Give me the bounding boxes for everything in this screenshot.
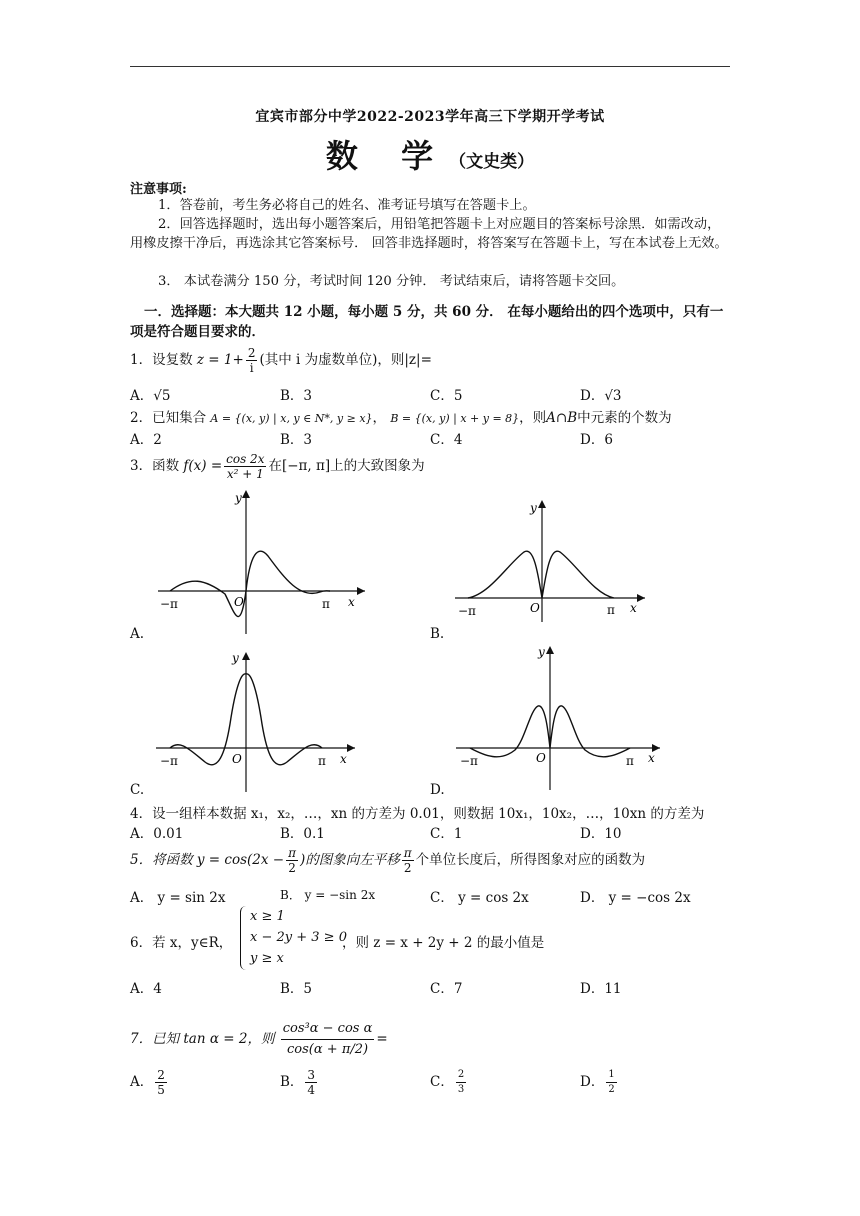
q4-option-d: D．10 — [580, 826, 622, 842]
q7-frac-den: cos(α + π/2) — [287, 1042, 369, 1057]
q7-prefix: 7．已知 tan α = 2，则 — [130, 1031, 275, 1047]
q7-option-c-letter: C． — [430, 1074, 454, 1090]
graph-d-y-label: y — [538, 645, 545, 659]
q7-option-a-den: 5 — [157, 1083, 165, 1097]
graph-b-y-label: y — [530, 501, 537, 515]
q6-condition-1: x ≥ 1 — [250, 909, 285, 924]
q7-option-c-num: 2 — [456, 1068, 466, 1083]
q2-intersection: A∩B — [546, 410, 578, 426]
graph-d-label: D. — [430, 782, 445, 798]
q7-suffix: = — [376, 1031, 388, 1047]
q4-option-a: A．0.01 — [130, 826, 184, 842]
q7-option-d-letter: D． — [580, 1074, 605, 1090]
q1-option-d: D．√3 — [580, 388, 622, 404]
graph-a-y-arrow — [242, 490, 250, 498]
q5-suffix: 个单位长度后，所得图象对应的函数为 — [415, 852, 646, 868]
graph-d-x-label: x — [648, 751, 655, 765]
q5-frac1-den: 2 — [288, 861, 296, 875]
q5-fraction-1 — [286, 846, 298, 875]
graph-c-origin: O — [232, 752, 242, 766]
q2-set-a: A = {(x, y) | x, y ∈ N*, y ≥ x} — [210, 412, 373, 425]
q2-suffix: 中元素的个数为 — [577, 410, 672, 426]
q3-frac-num: cos 2x — [226, 452, 265, 466]
graph-a-curve — [170, 551, 330, 616]
exam-subtitle: 宜宾市部分中学2022-2023学年高三下学期开学考试 — [255, 109, 605, 125]
q5-frac2-num: π — [403, 846, 412, 860]
q6-system — [250, 906, 347, 969]
q7-option-d-den: 2 — [608, 1084, 615, 1095]
q7-option-a-num: 2 — [157, 1068, 165, 1082]
q7-fraction — [281, 1019, 375, 1060]
q6-option-d: D．11 — [580, 981, 622, 997]
graph-b-origin: O — [530, 601, 540, 615]
q7-option-d — [580, 1068, 619, 1097]
q1-fraction — [246, 346, 258, 375]
graph-b-pi: π — [607, 603, 615, 617]
subject-title: 数 学 — [325, 137, 450, 175]
q7-option-c-frac — [456, 1068, 466, 1097]
q5-frac1-num: π — [288, 846, 296, 860]
graph-b-y-arrow — [538, 500, 546, 508]
graph-d — [450, 640, 665, 792]
question-2: 2．已知集合 A = {(x, y) | x, y ∈ N*, y ≥ x}， B = {(x, y) | x + y = 8}，则A∩B中元素的个数为 — [130, 410, 672, 426]
q6-condition-2: x − 2y + 3 ≥ 0 — [250, 930, 347, 945]
graph-a-label: A. — [130, 626, 145, 642]
q7-option-d-num: 1 — [606, 1068, 616, 1083]
graph-c-label: C. — [130, 782, 145, 798]
q7-option-b-den: 4 — [307, 1083, 316, 1097]
graph-d-pi: π — [626, 754, 634, 768]
graph-b — [450, 494, 650, 624]
question-1 — [130, 346, 432, 375]
q5-middle: )的图象向左平移 — [299, 852, 400, 868]
q6-brace — [240, 906, 249, 970]
q5-fraction-2 — [402, 846, 414, 875]
question-3 — [130, 452, 425, 481]
q2-option-a: A．2 — [130, 432, 162, 448]
header-rule — [130, 66, 730, 67]
q3-prefix: 3．函数 — [130, 458, 180, 474]
q5-option-c: C． y = cos 2x — [430, 890, 529, 906]
graph-c-y-arrow — [242, 652, 250, 660]
q2-option-d: D．6 — [580, 432, 613, 448]
graph-b-curve — [468, 551, 614, 598]
q7-option-c — [430, 1068, 468, 1097]
graph-d-y-arrow — [546, 646, 554, 654]
q3-frac-den: x² + 1 — [226, 467, 264, 481]
q4-option-b: B．0.1 — [280, 826, 325, 842]
q1-suffix: (其中 i 为虚数单位)，则|z|= — [259, 352, 432, 368]
q7-option-b — [280, 1068, 319, 1097]
q2-option-c: C．4 — [430, 432, 463, 448]
graph-b-x-arrow — [637, 594, 645, 602]
q1-frac-num: 2 — [247, 346, 256, 360]
q4-option-c: C．1 — [430, 826, 463, 842]
graph-d-neg-pi: −π — [460, 754, 478, 768]
question-4: 4．设一组样本数据 x₁，x₂，…，xn 的方差为 0.01，则数据 10x₁，10x₂，…，10xn 的方差为 — [130, 806, 705, 822]
q6-option-c: C．7 — [430, 981, 463, 997]
q5-option-a: A． y = sin 2x — [130, 890, 226, 906]
graph-c — [150, 644, 360, 794]
q1-option-c: C．5 — [430, 388, 463, 404]
q2-prefix: 2．已知集合 — [130, 410, 207, 426]
q6-option-b: B．5 — [280, 981, 313, 997]
q5-option-d: D． y = −cos 2x — [580, 890, 691, 906]
graph-c-y-label: y — [232, 651, 239, 665]
graph-a-y-label: y — [235, 491, 242, 505]
note-item-2: 2．回答选择题时，选出每小题答案后，用铅笔把答题卡上对应题目的答案标号涂黑．如需改动，用橡皮擦干净后，再选涂其它答案标号． 回答非选择题时，将答案写在答题卡上，写在本试卷上无效。 — [130, 217, 728, 251]
q7-option-a-letter: A． — [130, 1074, 154, 1090]
q3-suffix: 在[−π, π]上的大致图象为 — [268, 458, 425, 474]
graph-a — [150, 484, 370, 636]
q7-option-c-den: 3 — [457, 1084, 465, 1095]
q7-option-d-frac — [606, 1068, 616, 1097]
graph-a-x-arrow — [357, 587, 365, 595]
q6-suffix: ，则 z = x + 2y + 2 的最小值是 — [342, 935, 545, 951]
q6-option-a: A．4 — [130, 981, 162, 997]
q5-option-b: B． y = −sin 2x — [280, 888, 376, 902]
graph-c-neg-pi: −π — [160, 754, 178, 768]
graph-d-origin: O — [536, 751, 546, 765]
q2-option-b: B．3 — [280, 432, 313, 448]
section-heading: 一．选择题：本大题共 12 小题，每小题 5 分，共 60 分． 在每小题给出的四个选项中，只有一项是符合题目要求的． — [130, 304, 724, 340]
q7-option-b-letter: B． — [280, 1074, 304, 1090]
note-item-1: 1．答卷前，考生务必将自己的姓名、准考证号填写在答题卡上。 — [158, 198, 536, 213]
graph-c-x-label: x — [340, 752, 347, 766]
q7-option-b-frac — [305, 1068, 317, 1097]
q5-frac2-den: 2 — [403, 861, 412, 875]
q1-frac-den: i — [249, 361, 254, 375]
q7-option-a-frac — [155, 1068, 167, 1097]
graph-c-pi: π — [318, 754, 326, 768]
q6-condition-3: y ≥ x — [250, 951, 284, 966]
graph-a-pi: π — [322, 597, 330, 611]
q3-fraction — [224, 452, 266, 481]
exam-title — [0, 131, 860, 177]
graph-c-x-arrow — [347, 744, 355, 752]
graph-a-x-label: x — [348, 595, 355, 609]
graph-b-neg-pi: −π — [458, 604, 476, 618]
graph-a-origin: O — [234, 595, 244, 609]
subject-category: （文史类） — [449, 152, 535, 172]
q2-then: ，则 — [519, 410, 547, 426]
question-7 — [130, 1019, 388, 1060]
q7-frac-num: cos³α − cos α — [281, 1019, 375, 1040]
q3-fx: f(x) = — [183, 458, 223, 474]
graph-b-label: B. — [430, 626, 445, 642]
q1-option-a: A．√5 — [130, 388, 171, 404]
notes-heading: 注意事项: — [130, 182, 187, 197]
q2-set-b: B = {(x, y) | x + y = 8} — [390, 412, 520, 425]
q6-prefix: 6．若 x，y∈R， — [130, 935, 233, 951]
q1-prefix: 1．设复数 — [130, 352, 193, 368]
q1-expr: z = 1+ — [196, 352, 244, 368]
q5-prefix: 5．将函数 y = cos(2x − — [130, 852, 285, 868]
q7-option-a — [130, 1068, 169, 1097]
graph-b-x-label: x — [630, 601, 637, 615]
graph-a-neg-pi: −π — [160, 597, 178, 611]
question-5 — [130, 846, 645, 875]
q1-option-b: B．3 — [280, 388, 313, 404]
q7-option-b-num: 3 — [307, 1068, 316, 1082]
note-item-3: 3． 本试卷满分 150 分，考试时间 120 分钟． 考试结束后，请将答题卡交回。 — [158, 274, 625, 289]
